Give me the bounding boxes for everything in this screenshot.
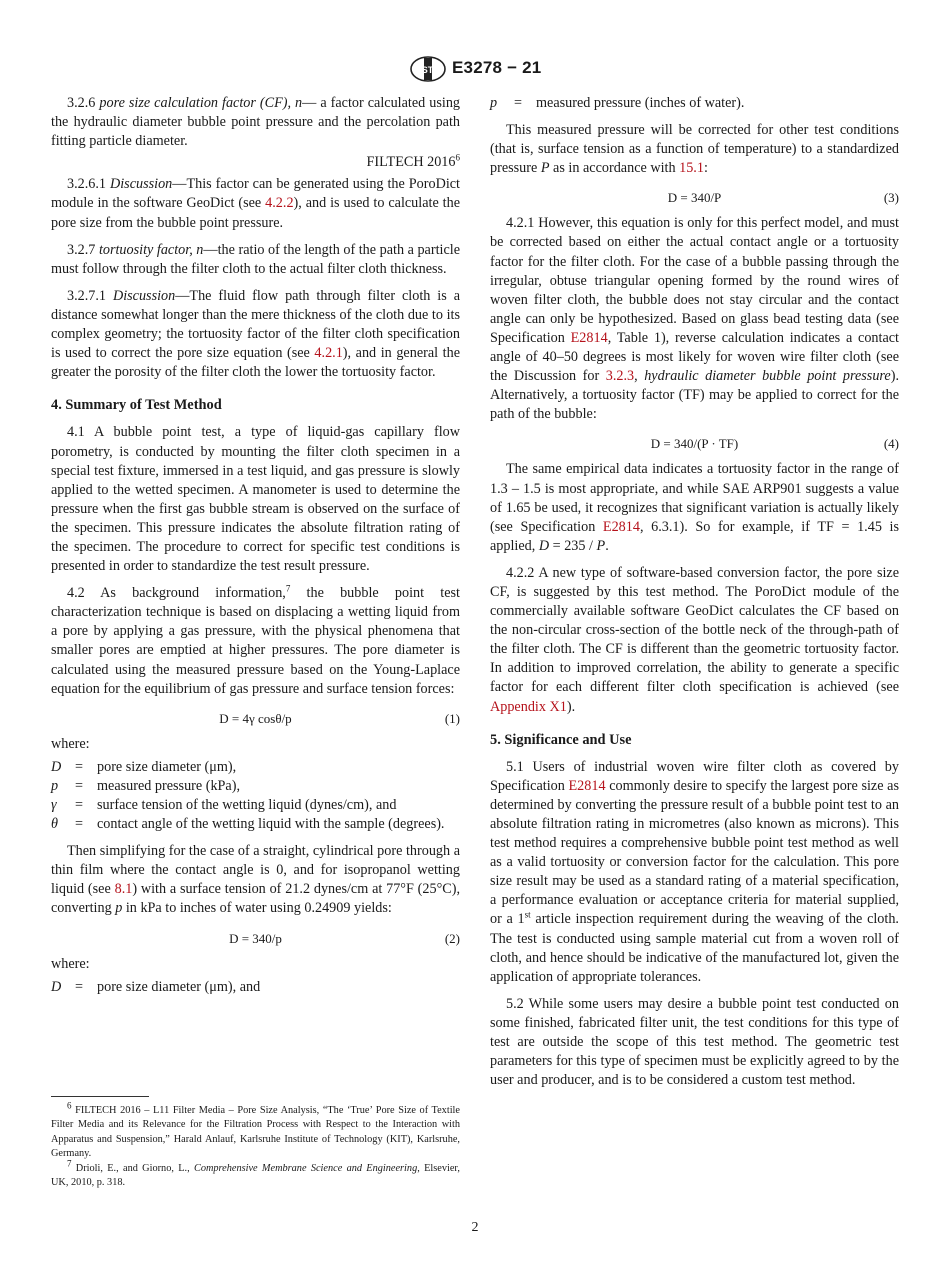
definition-row: γ = surface tension of the wetting liquid (dynes/cm), and: [51, 797, 397, 813]
where-label-2: where:: [51, 955, 90, 972]
filtech-attribution: FILTECH 2016$^6$: [366, 152, 460, 171]
section-4-2-1: 4.2.1 However, this equation is only for this perfect model, and must be corrected based on either the actual contact angle or a tortuosity factor for the filter cloth. For the case of a bubble passing through the irregular, obtuse triangular opening formed by the round wires of woven filter cloth, the bubble does not stay circular and the contact angle can only be hypothesized. Based on glass bead testing data (see Specification E2814, Table 1), reverse calculation indicates a contact angle of 40–50 degrees is most likely for woven wire filter cloth (see the Discussion for 3.2.3, hydraulic diameter bubble point pressure). Alternatively, a tortuosity factor (TF) may be applied to correct for the path of the bubble:: [490, 215, 899, 423]
equation-3: D = 340/P (3): [667, 190, 899, 206]
link-e2814-a[interactable]: E2814: [570, 329, 608, 346]
where-label-1: where:: [51, 735, 90, 752]
footnote-ref-7[interactable]: 7: [285, 583, 291, 594]
section-4-2-2: 4.2.2 A new type of software-based conversion factor, the pore size CF, is suggested by this test method. The PoroDict module of the commercially available software GeoDict calculates the CF based on the non-circular cross-section of the bottle neck of the through-path of the filter cloth. The CF is different than the geometric tortuosity factor. In addition to improved correlation, the ability to generate a specific factor for each different filter cloth specification is achieved (see Appendix X1).: [490, 564, 899, 715]
right-column: [490, 94, 899, 1098]
definition-p: p = measured pressure (inches of water).: [490, 95, 745, 111]
footnote-7: $^7$ Drioli, E., and Giorno, L., Comprehensive Membrane Science and Engineering, Elsevier, UK, 2010, p. 318.: [51, 1158, 460, 1189]
link-3-2-3[interactable]: 3.2.3: [605, 368, 635, 385]
astm-logo-icon: [408, 56, 448, 82]
page-number: 2: [471, 1220, 479, 1235]
link-appendix-x1[interactable]: Appendix X1: [490, 698, 567, 715]
section-5-1: 5.1 Users of industrial woven wire filter cloth as covered by Specification E2814 commonly desire to specify the largest pore size as determined by converting the pressure result of a bubble point test to an absolute filtration rating in micrometres (also known as microns). This test method requires a comprehensive bubble point test method as well as a valid tortuosity or conversion factor for the calculation. This pore size result may be used as a standard rating of a material specification, a performance evaluation or acceptance criteria for material supplied, or a 1st article inspection requirement during the weaving of the cloth. The test is conducted using sample material cut from a woven roll of cloth, and hence should be indicative of the manufactured lot, given the application of appropriate tolerances.: [490, 758, 899, 985]
section-5-2: 5.2 While some users may desire a bubble point test conducted on some finished, fabricated filter unit, the test conditions for this type of test are outside the scope of this test method. The geometric test parameters for this type of specimen must be explicitly agreed to by the user and producer, and is to be considered a custom test method.: [490, 995, 899, 1089]
link-15-1[interactable]: 15.1: [679, 160, 704, 177]
link-8-1[interactable]: 8.1: [114, 881, 133, 898]
definition-D: D = pore size diameter (μm), and: [51, 978, 261, 995]
section-3-2-6-1: 3.2.6.1 Discussion—This factor can be generated using the PoroDict module in the software GeoDict (see 4.2.2), and is used to calculate the pore size from the bubble point pressure.: [51, 176, 461, 231]
section-3-2-6: 3.2.6 pore size calculation factor (CF), n— a factor calculated using the hydraulic diameter bubble point pressure and the percolation path fitting particle diameter.: [51, 95, 461, 150]
section-3-2-7: 3.2.7 tortuosity factor, n—the ratio of the length of the path a particle must follow through the filter cloth to the actual filter cloth thickness.: [51, 241, 460, 277]
document-id: E3278 − 21: [452, 58, 542, 77]
link-e2814-b[interactable]: E2814: [602, 518, 640, 535]
logo-text: ASTM: [415, 65, 441, 75]
section-5-heading: 5. Significance and Use: [490, 731, 632, 748]
page-header: [0, 56, 950, 84]
equation-2: D = 340/p (2): [229, 930, 460, 946]
equation-4: D = 340/(P · TF) (4): [650, 436, 899, 452]
section-4-heading: 4. Summary of Test Method: [51, 397, 222, 414]
link-4-2-2[interactable]: 4.2.2: [265, 195, 294, 212]
term-pore-size-cf: pore size calculation factor (CF), n: [99, 95, 303, 111]
equation-1: D = 4γ cosθ/p (1): [219, 710, 460, 726]
definitions-list-1: [51, 758, 460, 834]
section-4-1: 4.1 A bubble point test, a type of liquid-gas capillary flow porometry, is conducted by mounting the filter cloth specimen in a special test fixture, immersed in a test liquid, and gas pressure is slowly applied to the wetted specimen. A manometer is used to determine the pressure when the first gas bubble stream is observed on the surface of the specimen. This pressure indicates the absolute filtration rating of the specimen. The procedure to correct for specific test conditions is presented in order to standardize the test result pressure.: [51, 424, 460, 575]
term-tortuosity-factor: tortuosity factor, n: [98, 241, 204, 258]
footnotes: [51, 1100, 460, 1192]
link-e2814-c[interactable]: E2814: [568, 777, 606, 794]
paragraph-then-simplifying: Then simplifying for the case of a straight, cylindrical pore through a thin film where the contact angle is 0, and for isopropanol wetting liquid (see 8.1) with a surface tension of 21.2 dynes/cm at 77°F (25°C), converting p in kPa to inches of water using 0.24909 yields:: [51, 843, 461, 917]
section-3-2-7-1: 3.2.7.1 Discussion—The fluid flow path through filter cloth is a distance somewhat longer than the mere thickness of the cloth due to its complex geometry; the tortuosity factor of the filter cloth specification is used to correct the pore size equation (see 4.2.1), and in general the greater the porosity of the filter cloth the lower the tortuosity factor.: [51, 287, 460, 381]
definition-row: D = pore size diameter (μm),: [51, 758, 237, 775]
left-column: [51, 94, 460, 997]
definition-row: θ = contact angle of the wetting liquid with the sample (degrees).: [51, 816, 445, 833]
footnote-divider: [51, 1096, 149, 1097]
paragraph-measured-pressure: This measured pressure will be corrected for other test conditions (that is, surface tension as a function of temperature) to a standardized pressure P as in accordance with 15.1:: [490, 122, 899, 177]
section-4-2: 4.2 As background information,$^7$ the bubble point test characterization technique is based on displacing a wetting liquid from a pore by applying a gas pressure, with the physical phenomena that smaller pores are emptied at higher pressures. The pore diameter is calculated using the measured pressure based on the Young-Laplace equation for the equilibrium of gas pressure and surface tension forces:: [51, 583, 460, 697]
link-4-2-1[interactable]: 4.2.1: [314, 345, 343, 362]
paragraph-empirical-data: The same empirical data indicates a tortuosity factor in the range of 1.3 – 1.5 is most appropriate, and while SAE ARP901 suggests a value of 1.65 be used, it recognizes that significant variation is actually likely (see Specification E2814, 6.3.1). So for example, if TF = 1.45 is applied, D = 235 / P.: [490, 461, 899, 554]
footnote-6: $^6$ FILTECH 2016 – L11 Filter Media – Pore Size Analysis, “The ‘True’ Pore Size of Textile Filter Media and its Relevance for the Filtration Process with Respect to the Interaction with Apparatus and Suspension,” Harald Anlauf, Karlsruhe Institute of Technology (KIT), Karlsruhe, Germany.: [51, 1100, 460, 1159]
definition-row: p = measured pressure (kPa),: [51, 777, 241, 794]
